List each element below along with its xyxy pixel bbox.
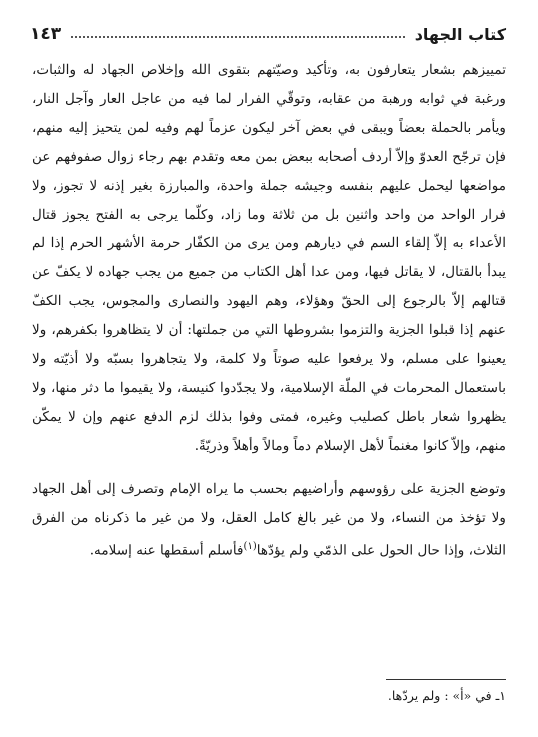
paragraph-1: تمييزهم بشعار يتعارفون به، وتأكيد وصيّتهم بتقوى الله وإخلاص الجهاد له والثبات، ورغبة في ثوابه ورهبة من عقابه، وتوقّي الفرار لما فيه من عاجل العار وآجل النار، ويأمر بالحملة بعضاً ويبقى في بعض آخر ليكون عزماً لهم وفيه لمن يتحيز إليه منهم، فإن ترجّح العدوّ وإلاّ أردف أصحابه ببعض بمن معه وتقدم بهم رجاء زوال صفوفهم عن مواضعها ليحمل عليهم بنفسه وجيشه جملة واحدة، والمبارزة بغير إذنه لا تجوز، ولا فرار الواحد من واحد واثنين بل من ثلاثة وما زاد، وكلّما يرجى به الفتح يجوز قتال الأعداء به إلاّ إلقاء السم في ديارهم ومن يرى من الكفّار حرمة الأشهر الحرم إذا لم يبدأ بالقتال، لا يقاتل فيها، ومن عدا أهل الكتاب من جميع من يجب جهاده لا يكفّ عن قتالهم إلاّ بالرجوع إلى الحقّ وهؤلاء، وهم اليهود والنصارى والمجوس، يجب الكفّ عنهم إذا قبلوا الجزية والتزموا بشروطها التي من جملتها: أن لا يتظاهروا بكفرهم، ولا يعينوا على مسلم، ولا يرفعوا عليه صوتاً ولا كلمة، ولا يتجاهروا بسبّه ولا أذيّته ولا باستعمال المحرمات في الملّة الإسلامية، ولا يجدّدوا كنيسة، ولا يقيموا ما دثر منها، ولا يظهروا شعار باطل كصليب وغيره، فمتى وفوا بذلك لزم الدفع عنهم وإن لا يمكّن منهم، وإلاّ كانوا مغنماً لأهل الإسلام دماً ومالاً وأهلاً وذريّةً. xyxy=(32,62,506,454)
dotted-leader xyxy=(71,36,405,38)
paragraph-2-end: فأسلم أسقطها عنه إسلامه. xyxy=(89,542,244,559)
paragraph-2-start: وتوضع الجزية على رؤوسهم وأراضيهم بحسب ما يراه الإمام وتصرف إلى أهل الجهاد ولا تؤخذ من النساء، ولا من غير بالغ كامل العقل، ولا من غير ما ذكرناه من الفرق الثلاث، وإذا حال الحول على الذمّي ولم يؤدّها xyxy=(32,480,506,559)
footnote-divider xyxy=(386,679,506,680)
main-text xyxy=(32,56,506,565)
paragraph-2 xyxy=(32,475,506,565)
running-title: كتاب الجهاد xyxy=(414,25,506,44)
footnote: ١ـ في «أ» : ولم يردّها. xyxy=(387,688,506,703)
footnote-marker: (١) xyxy=(243,540,257,552)
page-header xyxy=(30,18,506,44)
page-number: ١٤٣ xyxy=(30,24,62,44)
